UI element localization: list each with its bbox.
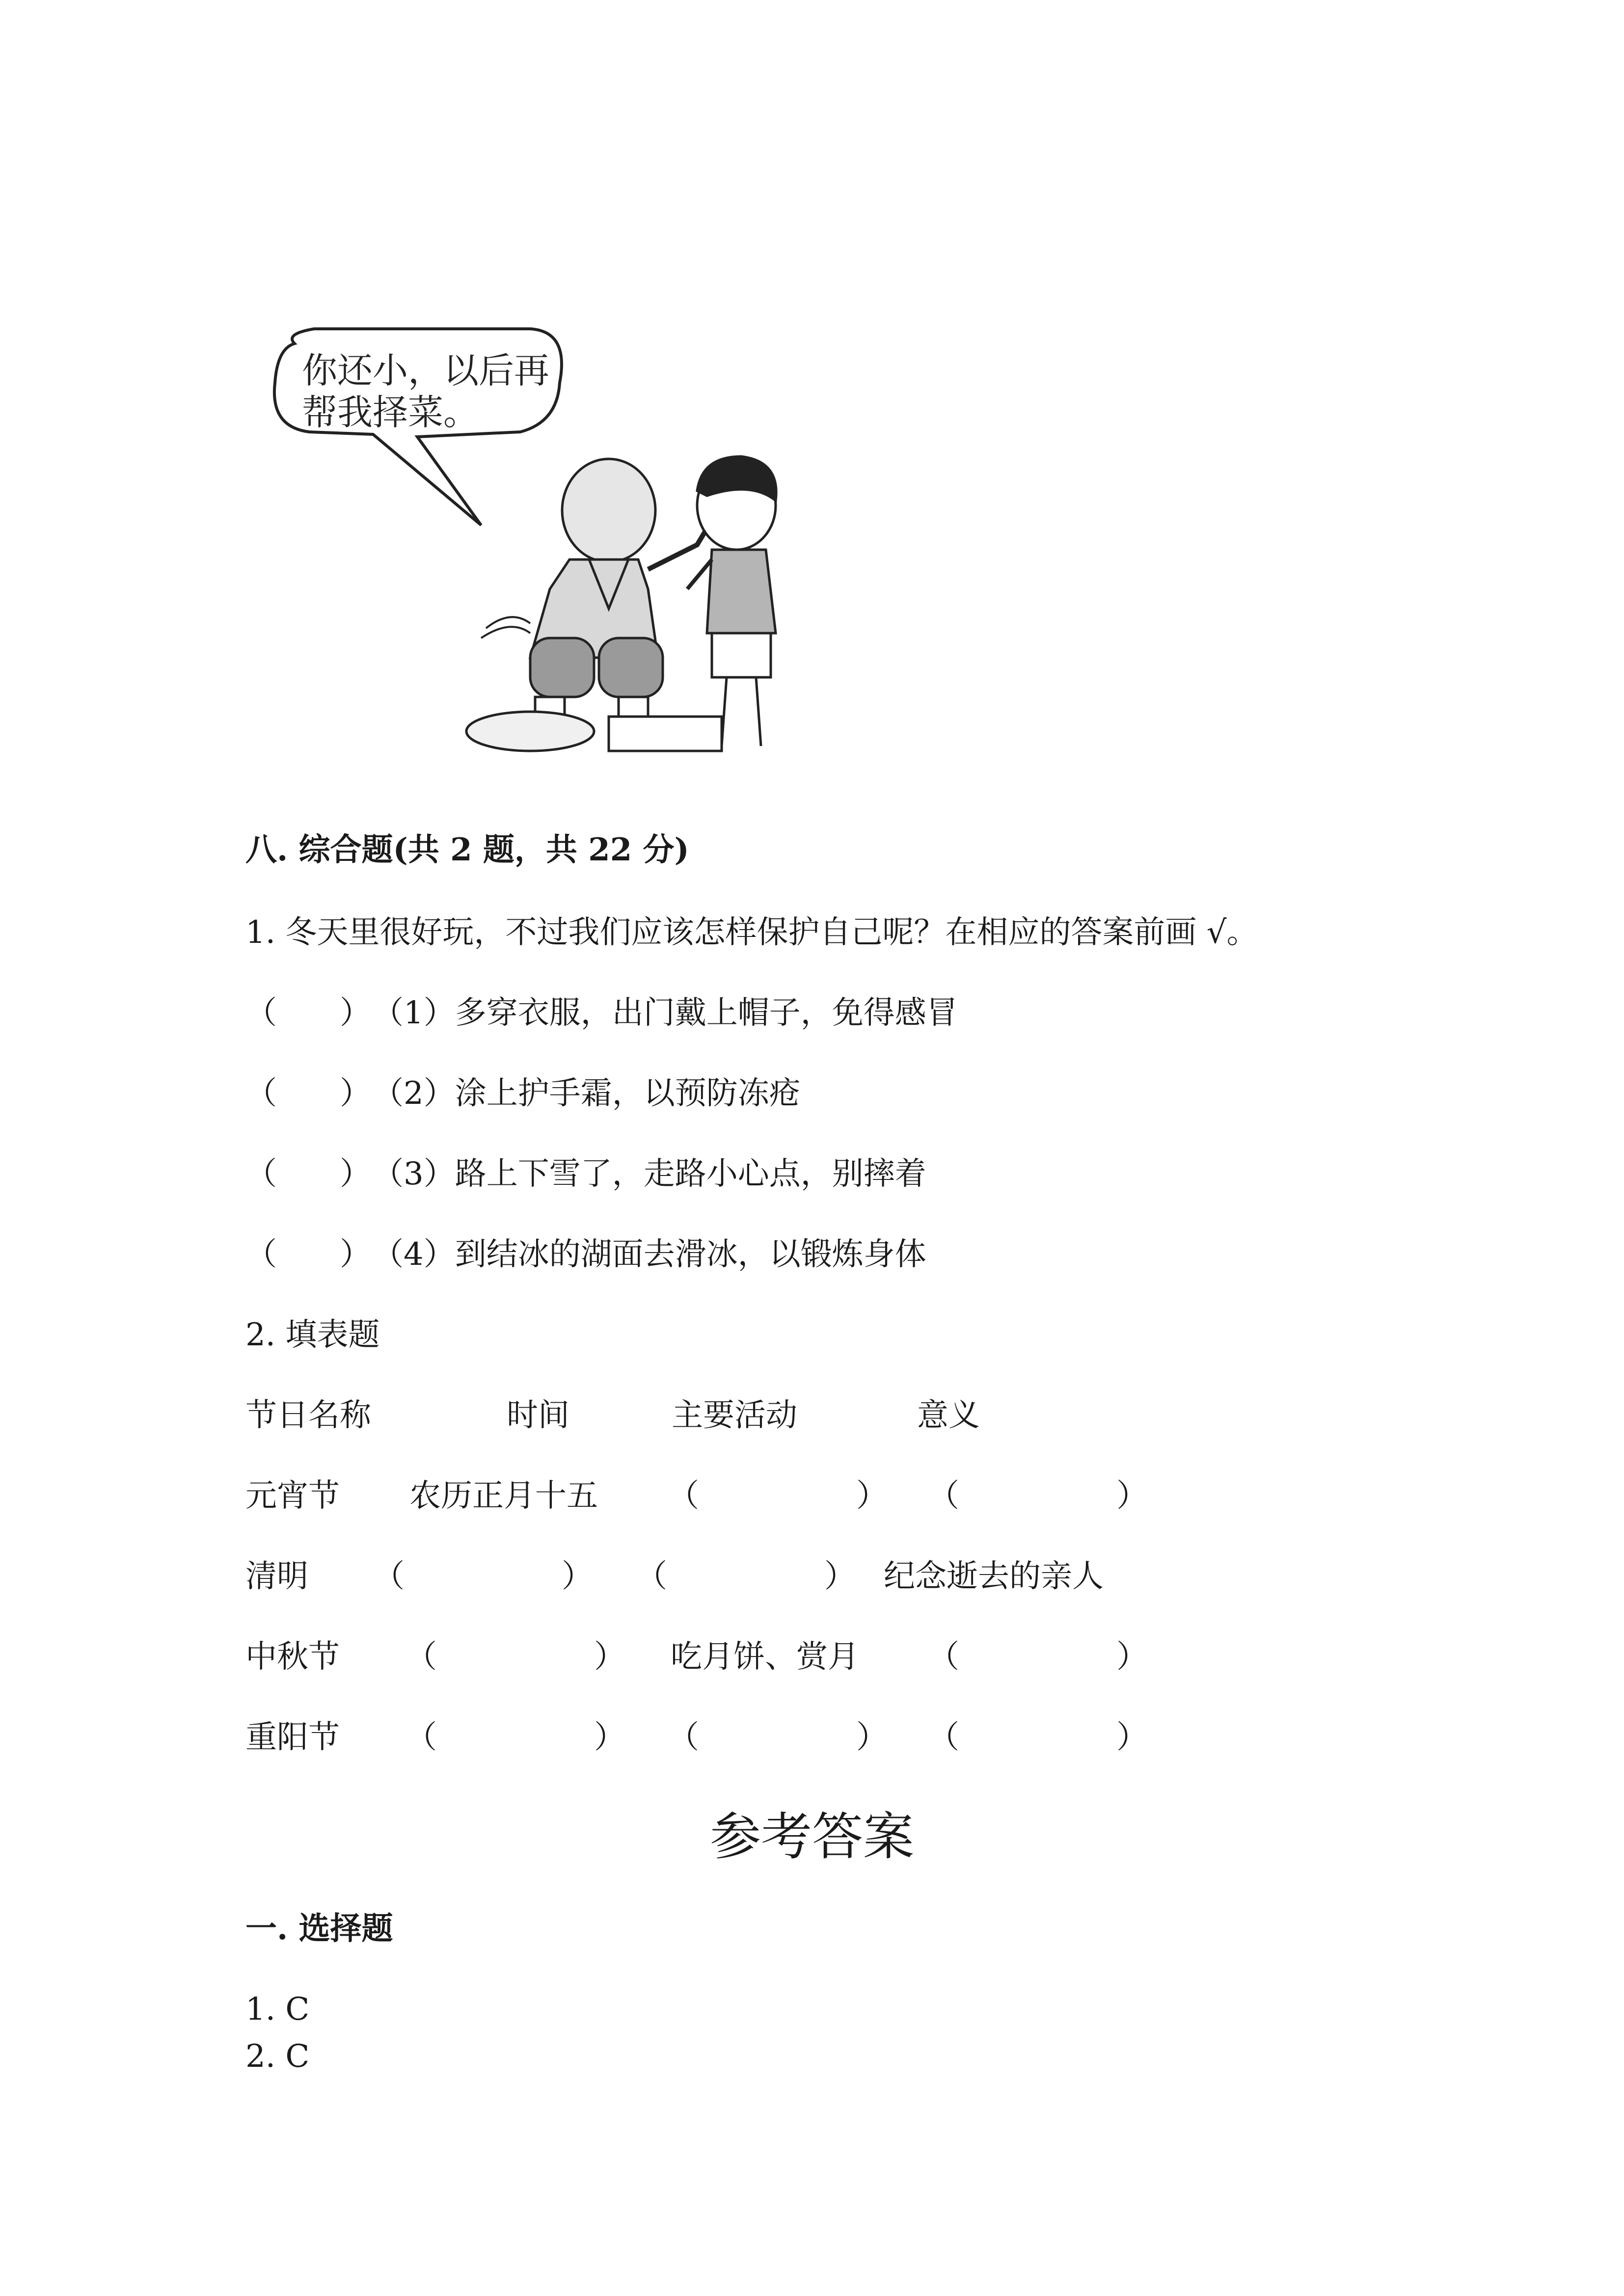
section-heading-comprehensive: 八. 综合题(共 2 题，共 22 分) <box>245 831 689 868</box>
question-1-option-blank[interactable]: （ ） <box>245 1236 371 1273</box>
answer-item: 2. C <box>245 2038 310 2075</box>
question-2-stem: 2. 填表题 <box>245 1317 380 1353</box>
table-header-time: 时间 <box>507 1397 569 1434</box>
table-header-festival-name: 节日名称 <box>245 1397 371 1434</box>
table-cell-meaning-blank[interactable]: （ ） <box>928 1478 1148 1514</box>
question-1-option-text: （3）路上下雪了，走路小心点，别摔着 <box>372 1156 926 1192</box>
table-cell-activity-blank[interactable]: （ ） <box>636 1558 856 1595</box>
illustration-grandpa-and-boy <box>255 314 844 766</box>
table-cell-activity: 吃月饼、赏月 <box>671 1639 859 1675</box>
table-cell-festival: 元宵节 <box>245 1478 340 1514</box>
basin <box>466 712 594 751</box>
table-cell-festival: 清明 <box>245 1558 308 1595</box>
table-header-meaning: 意义 <box>917 1397 980 1434</box>
answers-title: 参考答案 <box>709 1807 914 1867</box>
answers-section-heading: 一. 选择题 <box>245 1910 393 1947</box>
table-cell-festival: 重阳节 <box>245 1719 340 1756</box>
question-1-option-text: （2）涂上护手霜，以预防冻疮 <box>372 1075 801 1112</box>
question-1-option-text: （1）多穿衣服，出门戴上帽子，免得感冒 <box>372 995 958 1031</box>
boy-figure <box>687 456 776 746</box>
table-cell-time-blank[interactable]: （ ） <box>373 1558 593 1595</box>
speech-bubble-line1: 你还小，以后再 <box>302 350 550 391</box>
question-1-option-blank[interactable]: （ ） <box>245 1075 371 1112</box>
basket <box>609 717 722 751</box>
question-1-stem: 1. 冬天里很好玩，不过我们应该怎样保护自己呢？在相应的答案前画 √。 <box>245 914 1258 951</box>
table-cell-time: 农历正月十五 <box>409 1478 598 1514</box>
answer-item: 1. C <box>245 1991 310 2028</box>
table-cell-activity-blank[interactable]: （ ） <box>668 1719 888 1756</box>
grandpa-figure <box>481 459 712 726</box>
table-cell-time-blank[interactable]: （ ） <box>406 1639 625 1675</box>
question-1-option-blank[interactable]: （ ） <box>245 1156 371 1192</box>
table-cell-festival: 中秋节 <box>245 1639 340 1675</box>
table-cell-meaning-blank[interactable]: （ ） <box>928 1639 1148 1675</box>
question-1-option-blank[interactable]: （ ） <box>245 995 371 1031</box>
speech-bubble-line2: 帮我择菜。 <box>302 392 479 433</box>
table-cell-meaning-blank[interactable]: （ ） <box>928 1719 1148 1756</box>
illustration-drawing <box>255 314 844 766</box>
table-cell-meaning: 纪念逝去的亲人 <box>884 1558 1104 1595</box>
table-header-main-activity: 主要活动 <box>672 1397 797 1434</box>
table-cell-time-blank[interactable]: （ ） <box>406 1719 625 1756</box>
question-1-option-text: （4）到结冰的湖面去滑冰，以锻炼身体 <box>372 1236 926 1273</box>
table-cell-activity-blank[interactable]: （ ） <box>668 1478 888 1514</box>
